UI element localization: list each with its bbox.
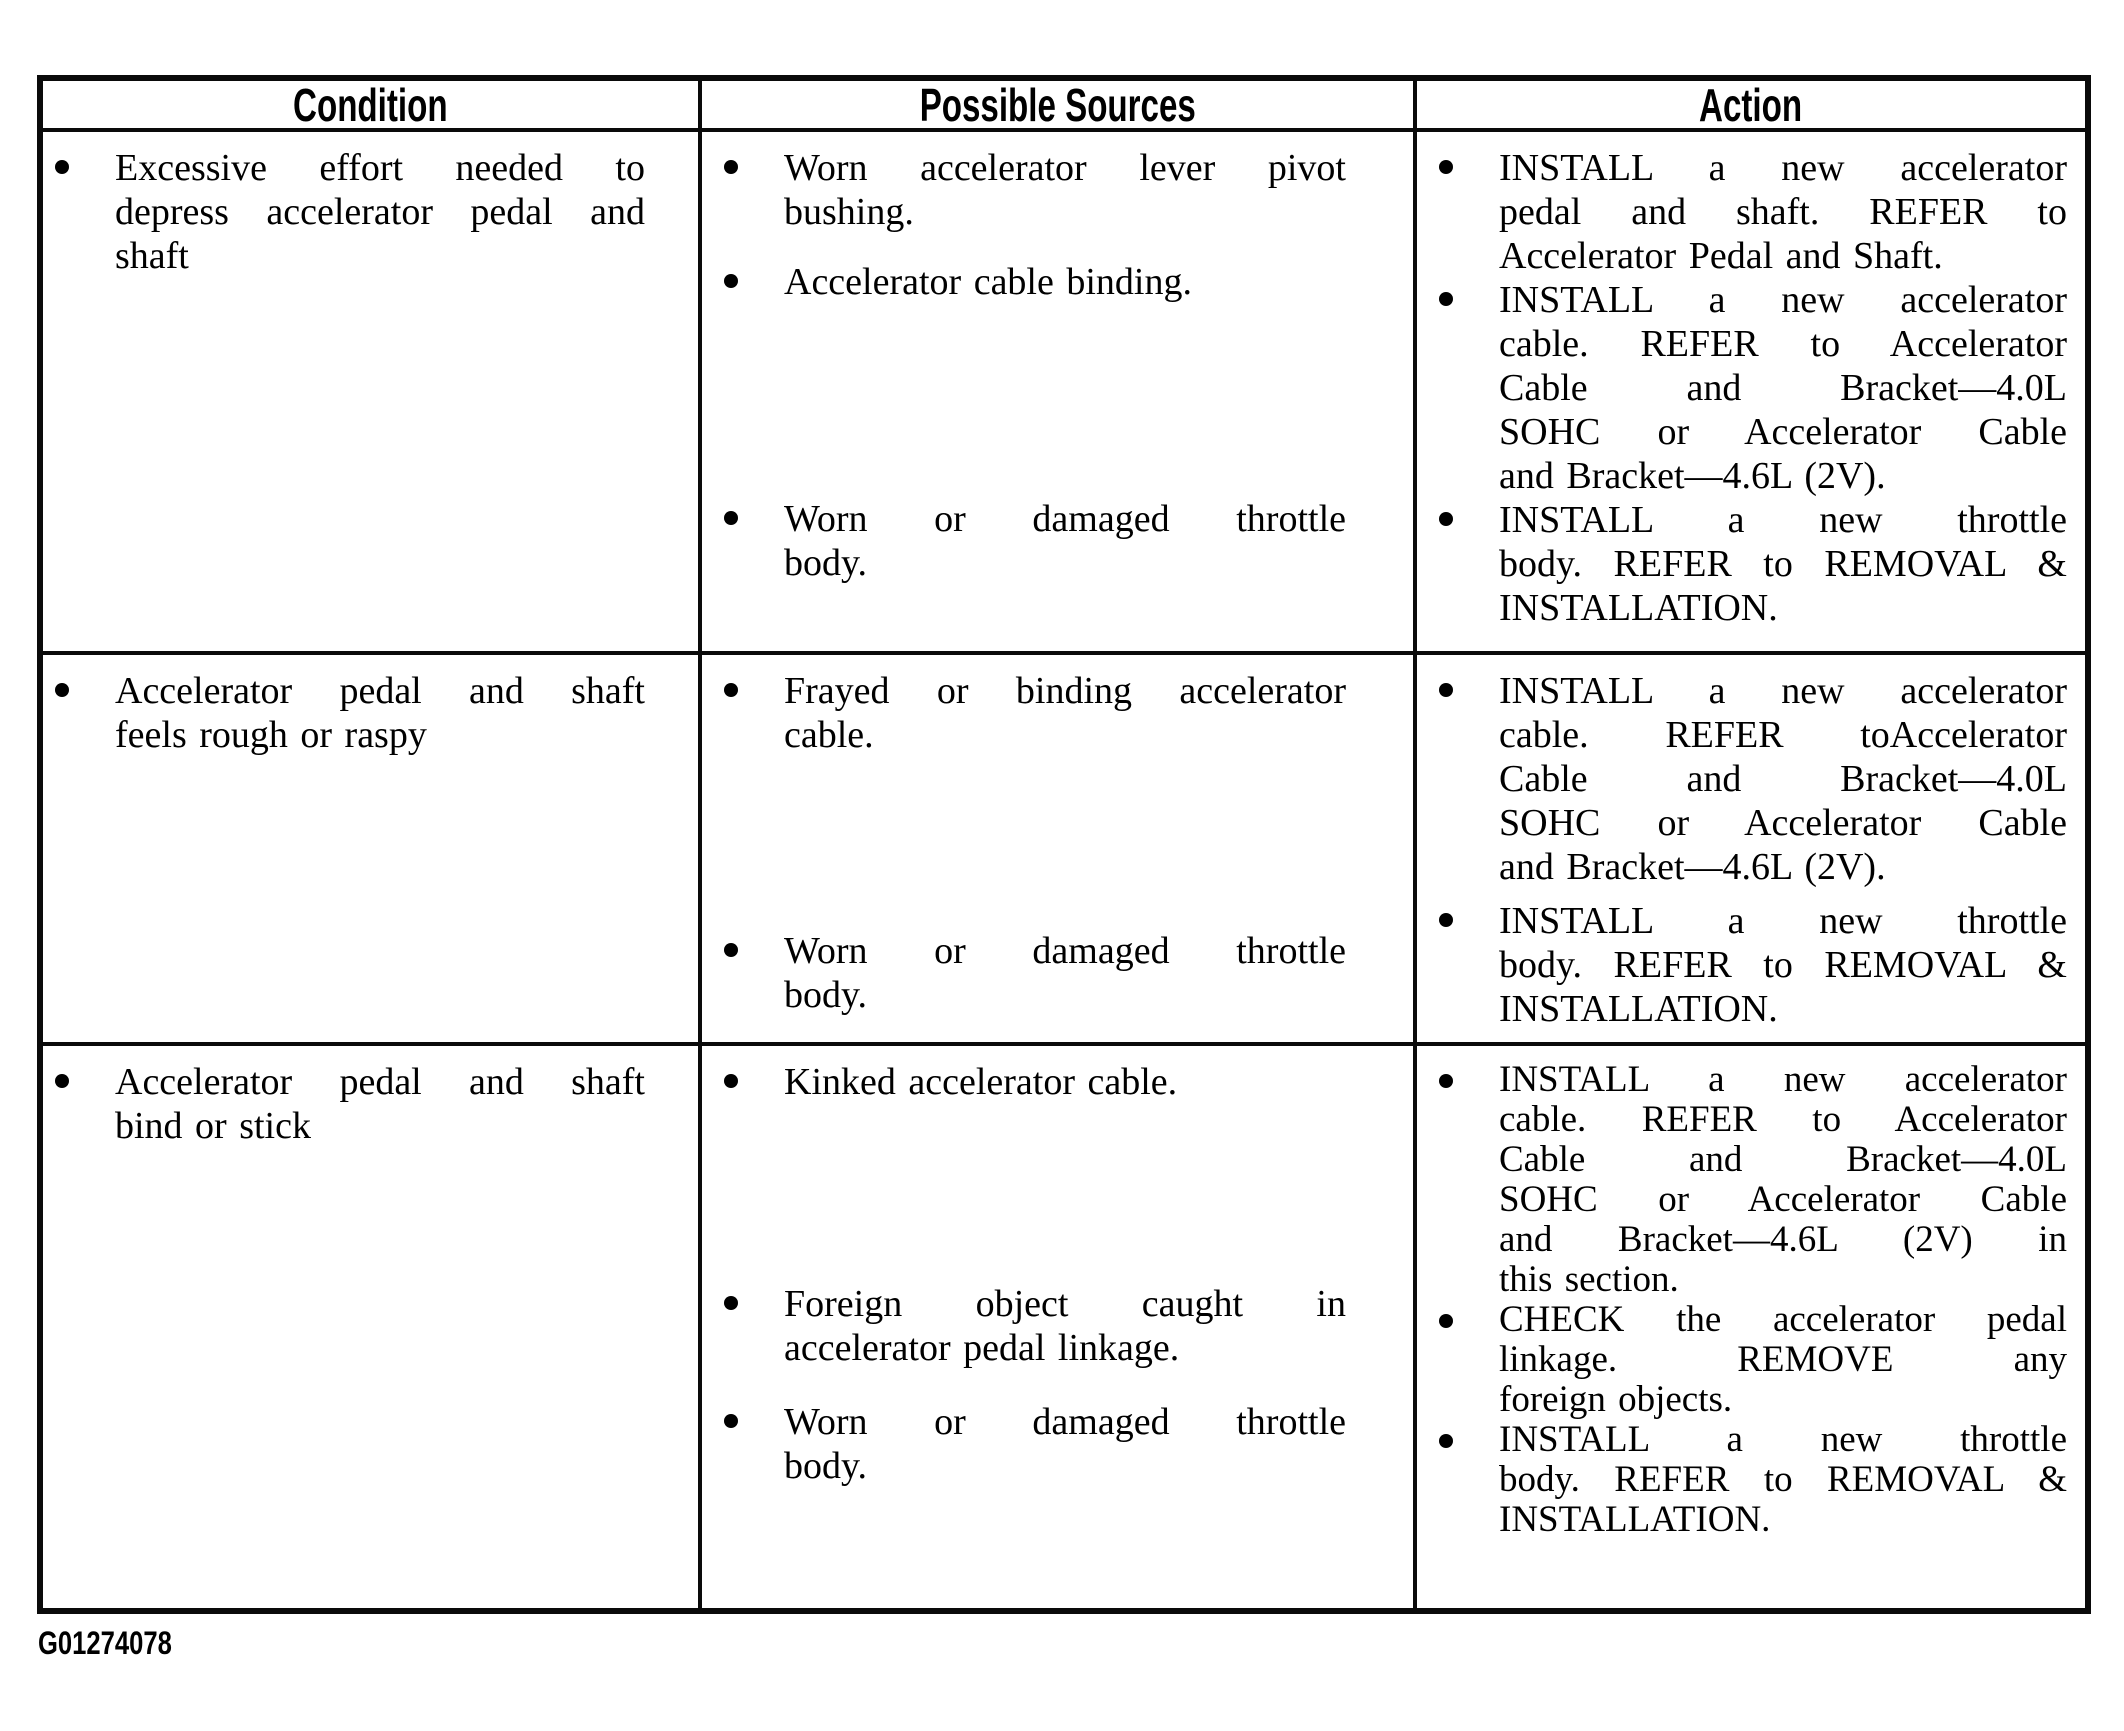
action-item [1499, 146, 2067, 278]
text-line: Cable and Bracket—4.0L [1499, 367, 2067, 409]
text-line: Foreign object caught in [784, 1283, 1346, 1325]
action-item [1499, 899, 2067, 1031]
diagnosis-table [37, 75, 2091, 1614]
sources-cell-row-1 [702, 132, 1417, 655]
figure-id-label: G01274078 [38, 1625, 172, 1661]
bullet-icon [724, 160, 738, 174]
bullet-icon [55, 683, 69, 697]
text-line: Frayed or binding accelerator [784, 670, 1346, 712]
condition-item [115, 669, 645, 757]
text-line: INSTALL a new throttle [1499, 900, 2067, 942]
source-item [784, 1400, 1346, 1488]
sources-cell-row-2 [702, 655, 1417, 1046]
text-line: Excessive effort needed to [115, 147, 645, 189]
action-item [1499, 1300, 2067, 1420]
bullet-icon [1439, 913, 1453, 927]
text-line: cable. [784, 714, 874, 756]
action-item [1499, 278, 2067, 498]
text-line: depress accelerator pedal and [115, 191, 645, 233]
bullet-icon [1439, 292, 1453, 306]
source-item [784, 1282, 1346, 1370]
text-line: body. REFER to REMOVAL & [1499, 944, 2067, 986]
text-line: this section. [1499, 1259, 1679, 1300]
column-header-possible-sources-label: Possible Sources [919, 81, 1196, 131]
text-line: INSTALL a new accelerator [1499, 147, 2067, 189]
text-line: body. REFER to REMOVAL & [1499, 543, 2067, 585]
text-line: Worn accelerator lever pivot [784, 147, 1346, 189]
bullet-icon [1439, 160, 1453, 174]
text-line: INSTALL a new accelerator [1499, 279, 2067, 321]
source-item [784, 1060, 1346, 1104]
column-header-condition [43, 81, 702, 132]
text-line: Worn or damaged throttle [784, 498, 1346, 540]
source-item [784, 669, 1346, 757]
text-line: linkage. REMOVE any [1499, 1339, 2067, 1380]
column-header-possible-sources [702, 81, 1417, 132]
text-line: body. [784, 1445, 868, 1487]
source-item [784, 497, 1346, 585]
action-cell-row-1 [1417, 132, 2085, 655]
text-line: INSTALL a new throttle [1499, 499, 2067, 541]
text-line: pedal and shaft. REFER to [1499, 191, 2067, 233]
text-line: feels rough or raspy [115, 714, 427, 756]
text-line: cable. REFER toAccelerator [1499, 714, 2067, 756]
text-line: body. [784, 542, 868, 584]
text-line: INSTALL a new accelerator [1499, 670, 2067, 712]
text-line: SOHC or Accelerator Cable [1499, 411, 2067, 453]
bullet-icon [724, 511, 738, 525]
text-line: CHECK the accelerator pedal [1499, 1299, 2067, 1340]
action-item [1499, 669, 2067, 889]
text-line: Accelerator pedal and shaft [115, 670, 645, 712]
text-line: Cable and Bracket—4.0L [1499, 1139, 2067, 1180]
action-cell-row-2 [1417, 655, 2085, 1046]
text-line: bind or stick [115, 1105, 311, 1147]
bullet-icon [1439, 1314, 1453, 1328]
text-line: SOHC or Accelerator Cable [1499, 802, 2067, 844]
text-line: and Bracket—4.6L (2V) in [1499, 1219, 2067, 1260]
text-line: Worn or damaged throttle [784, 1401, 1346, 1443]
text-line: shaft [115, 235, 189, 277]
action-cell-row-3 [1417, 1046, 2085, 1608]
bullet-icon [55, 160, 69, 174]
condition-item [115, 1060, 645, 1148]
column-header-condition-label: Condition [293, 81, 448, 131]
text-line: SOHC or Accelerator Cable [1499, 1179, 2067, 1220]
bullet-icon [724, 683, 738, 697]
condition-cell-row-1 [43, 132, 702, 655]
sources-cell-row-3 [702, 1046, 1417, 1608]
text-line: cable. REFER to Accelerator [1499, 323, 2067, 365]
source-item [784, 146, 1346, 234]
text-line: and Bracket—4.6L (2V). [1499, 455, 1886, 497]
bullet-icon [1439, 1434, 1453, 1448]
bullet-icon [724, 1074, 738, 1088]
text-line: INSTALLATION. [1499, 1499, 1771, 1540]
text-line: body. [784, 974, 868, 1016]
bullet-icon [724, 943, 738, 957]
text-line: Worn or damaged throttle [784, 930, 1346, 972]
bullet-icon [1439, 512, 1453, 526]
text-line: INSTALLATION. [1499, 587, 1778, 629]
bullet-icon [724, 274, 738, 288]
condition-cell-row-2 [43, 655, 702, 1046]
condition-item [115, 146, 645, 278]
condition-cell-row-3 [43, 1046, 702, 1608]
text-line: Accelerator cable binding. [784, 261, 1192, 303]
text-line: bushing. [784, 191, 914, 233]
action-item [1499, 1060, 2067, 1300]
text-line: Cable and Bracket—4.0L [1499, 758, 2067, 800]
text-line: Accelerator Pedal and Shaft. [1499, 235, 1943, 277]
text-line: Accelerator pedal and shaft [115, 1061, 645, 1103]
text-line: and Bracket—4.6L (2V). [1499, 846, 1886, 888]
action-item [1499, 1420, 2067, 1540]
text-line: INSTALL a new accelerator [1499, 1059, 2067, 1100]
source-item [784, 260, 1346, 304]
action-item [1499, 498, 2067, 630]
text-line: body. REFER to REMOVAL & [1499, 1459, 2067, 1500]
text-line: Kinked accelerator cable. [784, 1061, 1178, 1103]
bullet-icon [724, 1296, 738, 1310]
column-header-action-label: Action [1699, 81, 1803, 131]
bullet-icon [724, 1414, 738, 1428]
bullet-icon [1439, 683, 1453, 697]
source-item [784, 929, 1346, 1017]
text-line: foreign objects. [1499, 1379, 1733, 1420]
column-header-action [1417, 81, 2085, 132]
bullet-icon [55, 1074, 69, 1088]
bullet-icon [1439, 1074, 1453, 1088]
text-line: cable. REFER to Accelerator [1499, 1099, 2067, 1140]
text-line: accelerator pedal linkage. [784, 1327, 1180, 1369]
text-line: INSTALLATION. [1499, 988, 1778, 1030]
text-line: INSTALL a new throttle [1499, 1419, 2067, 1460]
